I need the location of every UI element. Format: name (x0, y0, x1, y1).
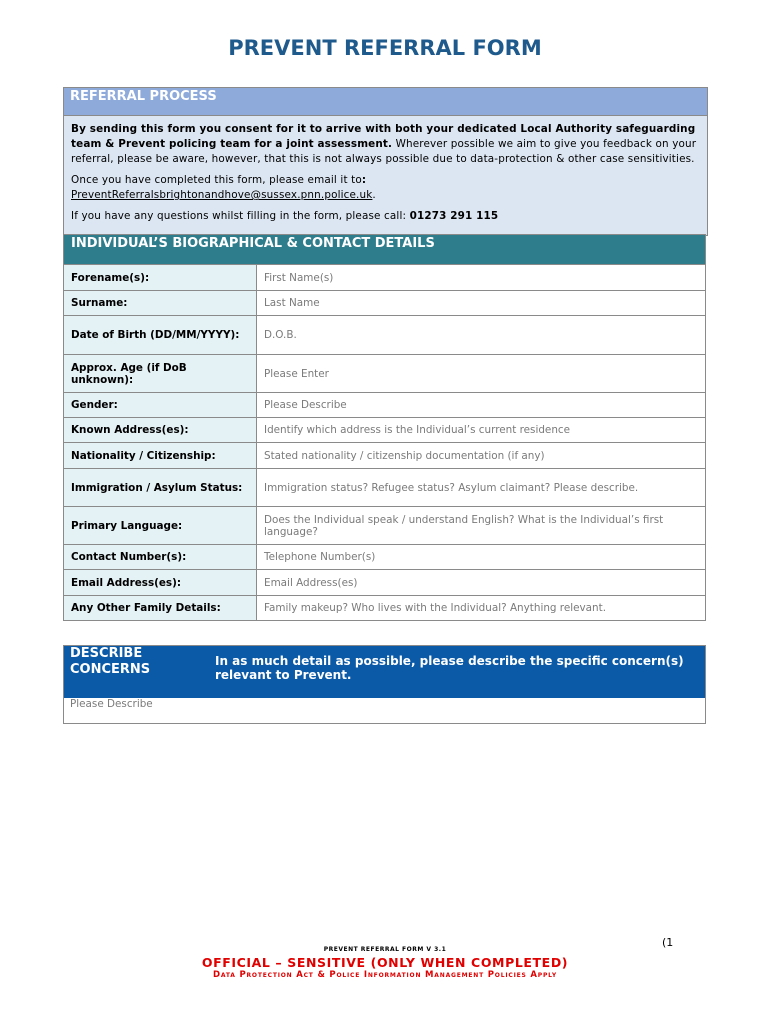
table-row (64, 355, 706, 393)
field-label: Any Other Family Details: (64, 596, 257, 621)
field-label: Gender: (64, 393, 257, 418)
page-number: (1 (662, 936, 674, 949)
forename-field[interactable]: First Name(s) (257, 265, 706, 291)
questions-text: If you have any questions whilst filling in the form, please call: (71, 210, 410, 222)
concerns-table (63, 645, 706, 724)
table-row (64, 570, 706, 596)
immigration-field[interactable]: Immigration status? Refugee status? Asylum claimant? Please describe. (257, 469, 706, 507)
email-paragraph (71, 173, 700, 203)
field-label: Immigration / Asylum Status: (64, 469, 257, 507)
consent-bold-text: By sending this form you consent for it to arrive with both your dedicated Local Authority safeguarding team & Prevent policing team for a joint assessment. (71, 123, 696, 150)
email-period: . (372, 189, 376, 201)
footer-policy: Data Protection Act & Police Information Management Policies Apply (213, 970, 557, 980)
table-row (64, 443, 706, 469)
title-clip (0, 36, 770, 73)
bio-heading: INDIVIDUAL’S BIOGRAPHICAL & CONTACT DETAILS (64, 235, 706, 265)
field-label: Contact Number(s): (64, 545, 257, 570)
field-label: Known Address(es): (64, 418, 257, 443)
phone-number: 01273 291 115 (409, 210, 499, 222)
field-label: Primary Language: (64, 507, 257, 545)
email-address-field[interactable]: Email Address(es) (257, 570, 706, 596)
questions-paragraph (71, 209, 700, 224)
table-row (64, 291, 706, 316)
field-label: Nationality / Citizenship: (64, 443, 257, 469)
referral-process-heading: REFERRAL PROCESS (64, 88, 707, 116)
language-field[interactable]: Does the Individual speak / understand English? What is the Individual’s first language? (257, 507, 706, 545)
field-label: Surname: (64, 291, 257, 316)
table-row (64, 393, 706, 418)
concerns-instruction: In as much detail as possible, please describe the specific concern(s) relevant to Prevent. (209, 646, 706, 699)
family-details-field[interactable]: Family makeup? Who lives with the Individual? Anything relevant. (257, 596, 706, 621)
referral-process-section (63, 87, 708, 236)
concerns-field[interactable]: Please Describe (70, 698, 153, 710)
email-colon: : (361, 174, 367, 186)
consent-paragraph (71, 122, 700, 167)
table-row (64, 265, 706, 291)
surname-field[interactable]: Last Name (257, 291, 706, 316)
field-label: Date of Birth (DD/MM/YYYY): (64, 316, 257, 355)
field-label: Approx. Age (if DoB unknown): (64, 355, 257, 393)
table-row (64, 316, 706, 355)
field-label: Forename(s): (64, 265, 257, 291)
table-row (64, 507, 706, 545)
dob-field[interactable]: D.O.B. (257, 316, 706, 355)
email-intro: Once you have completed this form, please email it to (71, 174, 362, 186)
table-row (64, 545, 706, 570)
table-row (64, 469, 706, 507)
consent-rest-text: Wherever possible we aim to give you feedback on your referral, please be aware, however, that this is not always possible due to data-protection & other case sensitivities. (71, 138, 697, 165)
approx-age-field[interactable]: Please Enter (257, 355, 706, 393)
bio-table (63, 234, 706, 621)
email-link[interactable]: PreventReferralsbrightonandhove@sussex.pnn.police.uk (71, 189, 373, 201)
table-row (64, 596, 706, 621)
address-field[interactable]: Identify which address is the Individual’s current residence (257, 418, 706, 443)
footer-version: PREVENT REFERRAL FORM V 3.1 (323, 946, 447, 953)
footer-classification: OFFICIAL – SENSITIVE (ONLY WHEN COMPLETED) (201, 955, 569, 970)
table-row (64, 418, 706, 443)
page-title: PREVENT REFERRAL FORM (228, 36, 542, 60)
field-label: Email Address(es): (64, 570, 257, 596)
nationality-field[interactable]: Stated nationality / citizenship documentation (if any) (257, 443, 706, 469)
contact-number-field[interactable]: Telephone Number(s) (257, 545, 706, 570)
concerns-heading: DESCRIBE CONCERNS (64, 646, 210, 699)
gender-field[interactable]: Please Describe (257, 393, 706, 418)
